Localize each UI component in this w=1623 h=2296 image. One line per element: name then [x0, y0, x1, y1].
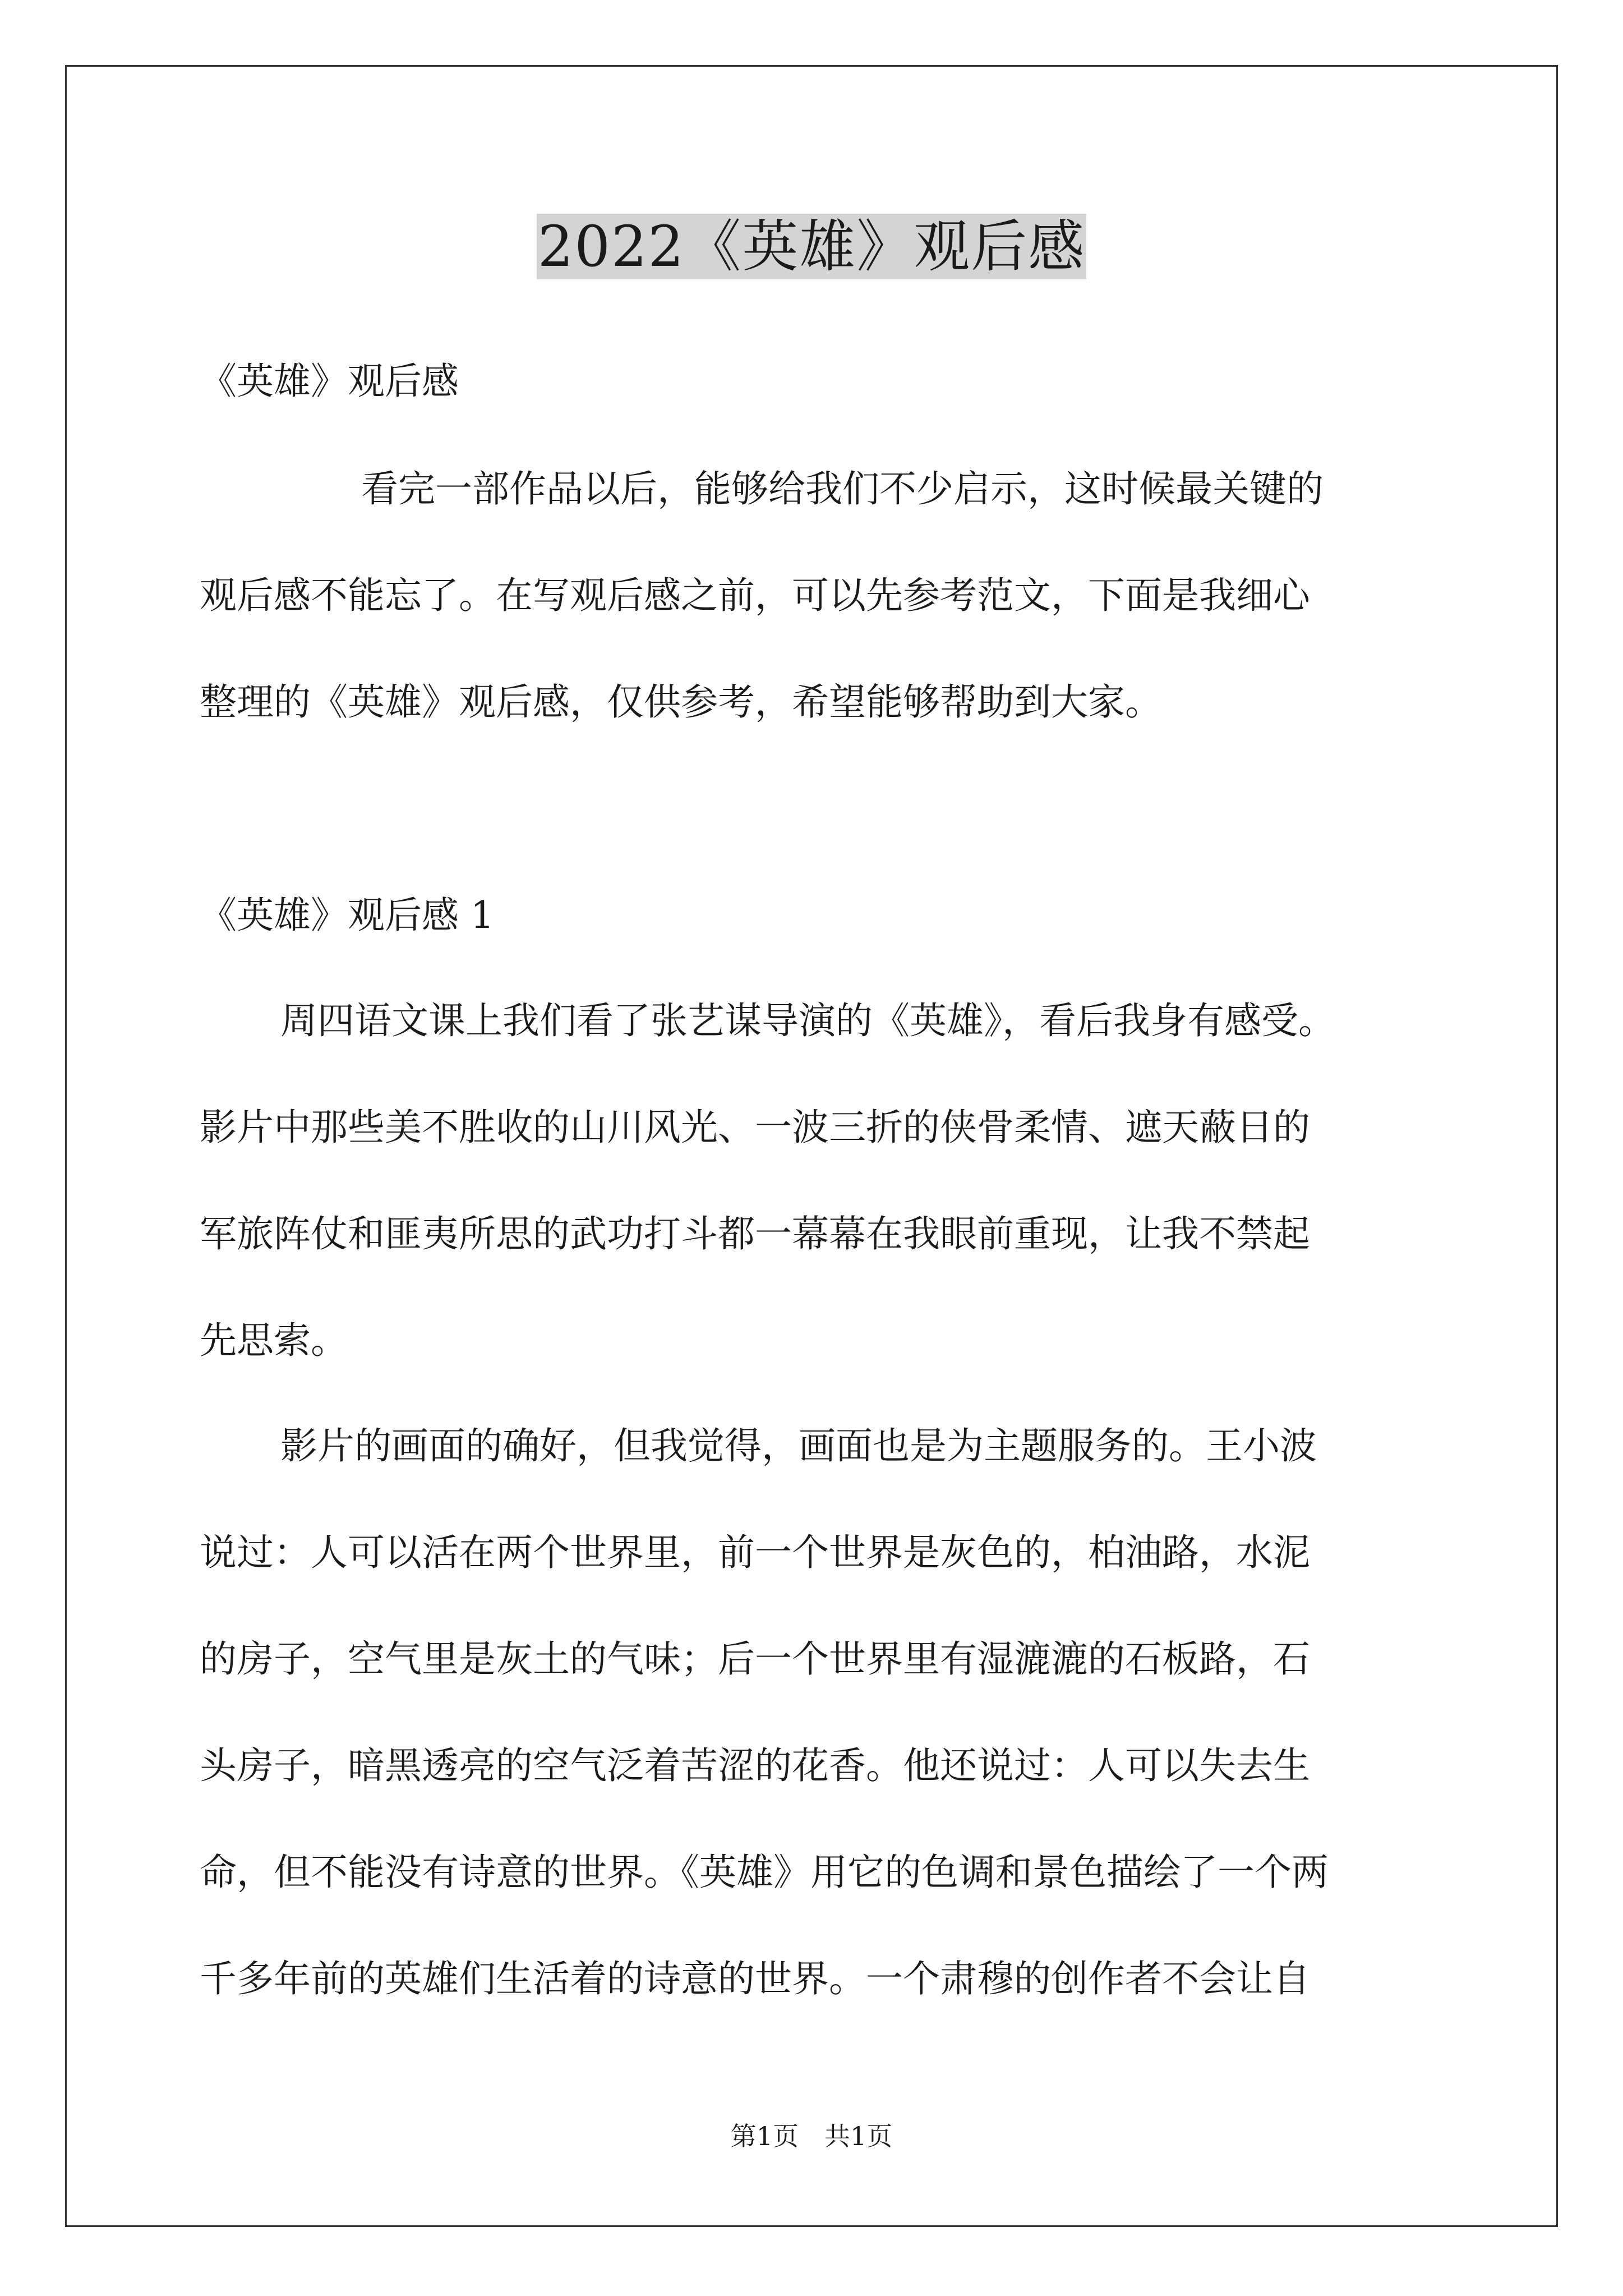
document-title — [0, 208, 1623, 286]
intro-line: 整理的《英雄》观后感，仅供参考，希望能够帮助到大家。 — [200, 680, 1162, 724]
intro-line: 观后感不能忘了。在写观后感之前，可以先参考范文，下面是我细心 — [200, 574, 1310, 617]
paragraph-line: 千多年前的英雄们生活着的诗意的世界。一个肃穆的创作者不会让自 — [200, 1957, 1310, 2000]
paragraph-line: 军旅阵仗和匪夷所思的武功打斗都一幕幕在我眼前重现，让我不禁起 — [200, 1212, 1310, 1255]
paragraph-line: 的房子，空气里是灰土的气味；后一个世界里有湿漉漉的石板路，石 — [200, 1637, 1310, 1681]
document-subtitle: 《英雄》观后感 — [200, 360, 459, 403]
paragraph-line: 影片的画面的确好，但我觉得，画面也是为主题服务的。王小波 — [280, 1424, 1317, 1467]
document-title-text: 2022《英雄》观后感 — [537, 214, 1086, 279]
paragraph-line: 说过：人可以活在两个世界里，前一个世界是灰色的，柏油路，水泥 — [200, 1531, 1310, 1574]
page-number: 第1页 共1页 — [730, 2121, 893, 2151]
intro-line: 看完一部作品以后，能够给我们不少启示，这时候最关键的 — [361, 467, 1324, 510]
paragraph-line: 先思索。 — [200, 1319, 348, 1362]
paragraph-line: 周四语文课上我们看了张艺谋导演的《英雄》，看后我身有感受。 — [280, 999, 1335, 1042]
paragraph-line: 影片中那些美不胜收的山川风光、一波三折的侠骨柔情、遮天蔽日的 — [200, 1106, 1310, 1149]
paragraph-line: 命，但不能没有诗意的世界。《英雄》用它的色调和景色描绘了一个两 — [200, 1851, 1329, 1894]
section-heading: 《英雄》观后感 1 — [200, 894, 494, 937]
paragraph-line: 头房子，暗黑透亮的空气泛着苦涩的花香。他还说过：人可以失去生 — [200, 1744, 1310, 1787]
